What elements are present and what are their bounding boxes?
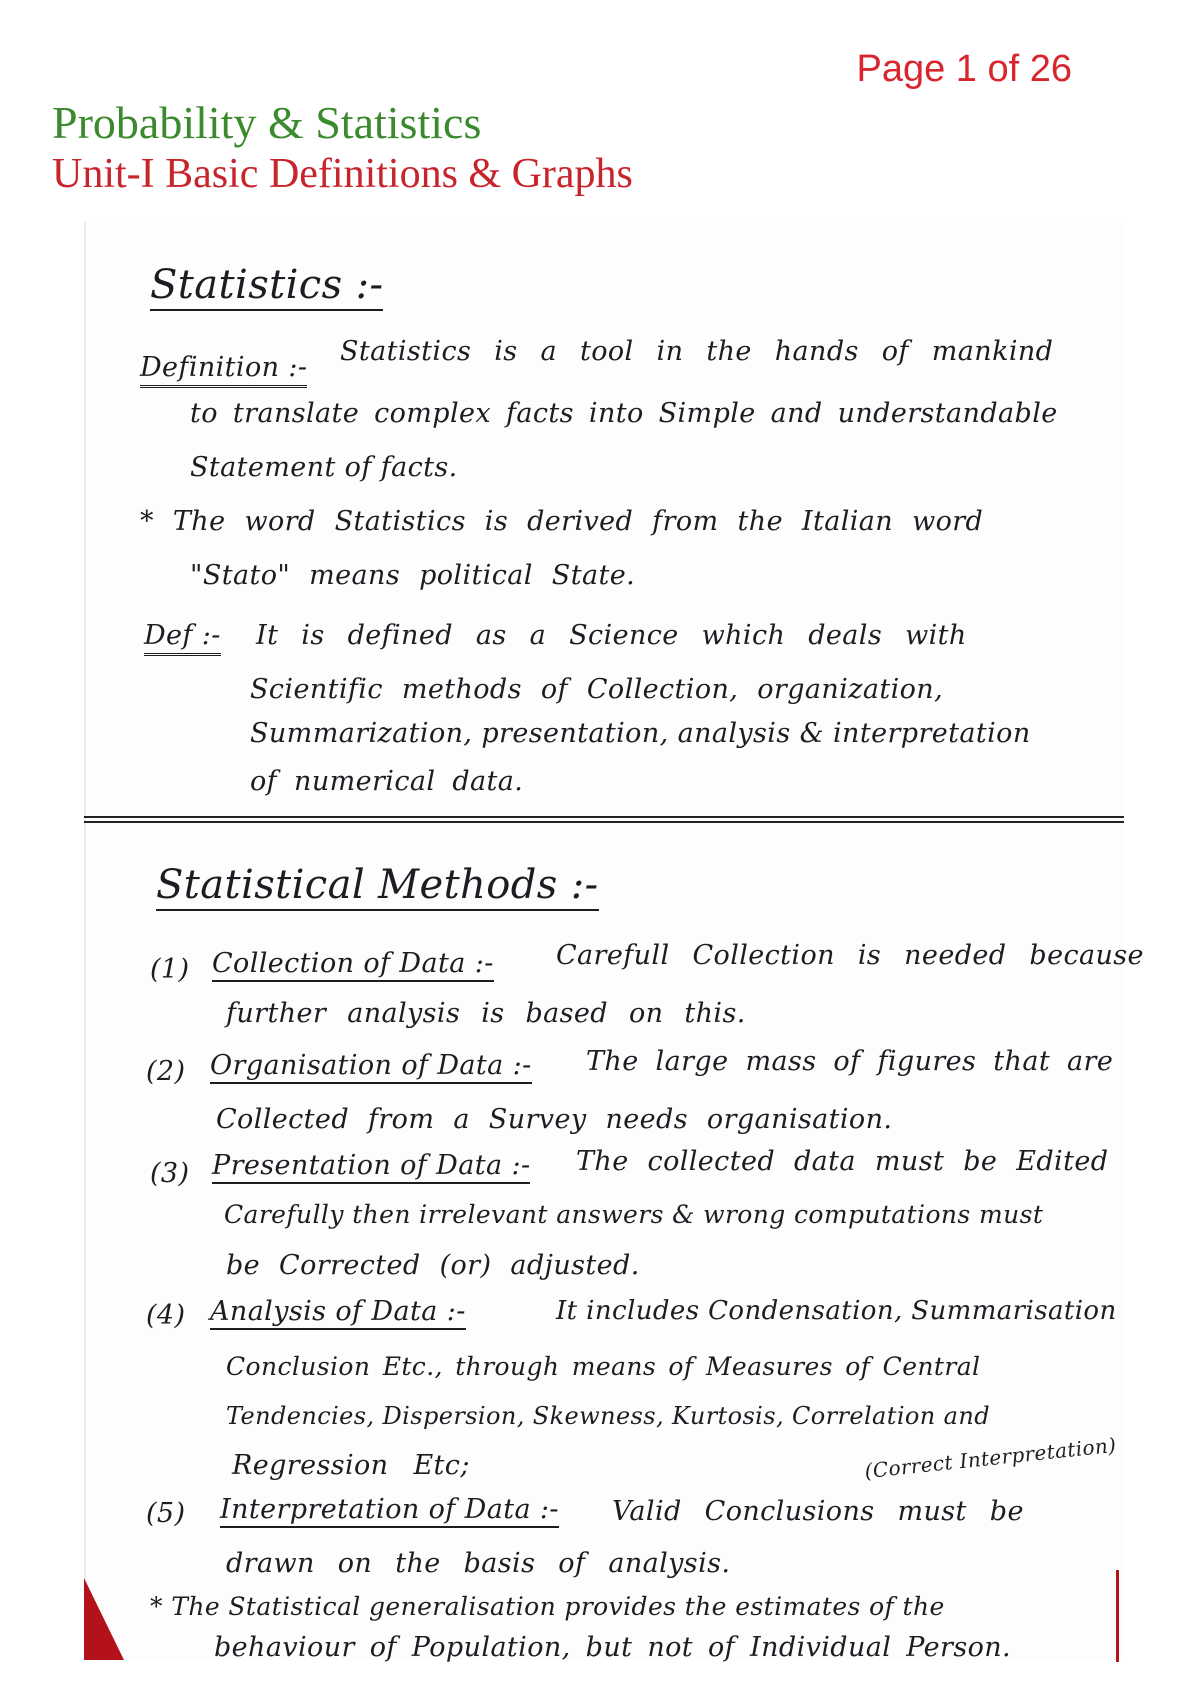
method-1-line-2: further analysis is based on this. bbox=[226, 998, 746, 1029]
methods-heading: Statistical Methods :- bbox=[156, 862, 599, 911]
method-3-line-2: Carefully then irrelevant answers & wrong computations must bbox=[224, 1200, 1044, 1229]
method-4-line-3: Tendencies, Dispersion, Skewness, Kurtosis, Correlation and bbox=[226, 1402, 990, 1430]
unit-title: Unit-I Basic Definitions & Graphs bbox=[52, 151, 633, 197]
method-number-5: (5) bbox=[146, 1498, 186, 1529]
definition-line-1: Statistics is a tool in the hands of mankind bbox=[340, 336, 1054, 367]
def-line-3: Summarization, presentation, analysis & interpretation bbox=[250, 718, 1031, 749]
course-title: Probability & Statistics bbox=[52, 97, 482, 148]
method-number-1: (1) bbox=[150, 954, 190, 985]
red-corner-mark bbox=[84, 1578, 124, 1660]
method-label-4: Analysis of Data :- bbox=[210, 1296, 466, 1330]
def-line-4: of numerical data. bbox=[250, 766, 524, 797]
word-origin-note-1: * The word Statistics is derived from the Italian word bbox=[140, 506, 984, 537]
method-4-line-2: Conclusion Etc., through means of Measures of Central bbox=[226, 1352, 981, 1381]
method-4-line-4: Regression Etc; bbox=[232, 1450, 470, 1481]
red-margin-line bbox=[1116, 1570, 1119, 1662]
method-label-2: Organisation of Data :- bbox=[210, 1050, 532, 1084]
method-2-line-2: Collected from a Survey needs organisation. bbox=[216, 1104, 893, 1135]
def-line-2: Scientific methods of Collection, organization, bbox=[250, 674, 944, 705]
method-number-4: (4) bbox=[146, 1300, 186, 1331]
definition-line-2: to translate complex facts into Simple and understandable bbox=[190, 398, 1058, 429]
page-indicator: Page 1 of 26 bbox=[856, 48, 1072, 90]
method-4-line-1: It includes Condensation, Summarisation bbox=[556, 1296, 1117, 1326]
definition-line-3: Statement of facts. bbox=[190, 452, 458, 483]
method-label-5: Interpretation of Data :- bbox=[220, 1494, 559, 1528]
method-3-line-3: be Corrected (or) adjusted. bbox=[226, 1250, 640, 1281]
def-label: Def :- bbox=[144, 620, 221, 656]
statistics-heading: Statistics :- bbox=[150, 262, 383, 311]
method-2-line-1: The large mass of figures that are bbox=[586, 1046, 1114, 1077]
method-number-3: (3) bbox=[150, 1158, 190, 1189]
generalisation-note-2: behaviour of Population, but not of Individual Person. bbox=[214, 1632, 1012, 1663]
definition-label: Definition :- bbox=[140, 352, 307, 388]
method-5-line-1: Valid Conclusions must be bbox=[612, 1496, 1024, 1527]
method-1-line-1: Carefull Collection is needed because bbox=[556, 940, 1144, 971]
method-5-annotation: (Correct Interpretation) bbox=[863, 1432, 1118, 1484]
method-3-line-1: The collected data must be Edited bbox=[576, 1146, 1109, 1177]
section-divider bbox=[84, 816, 1124, 823]
method-label-1: Collection of Data :- bbox=[212, 948, 494, 982]
word-origin-note-2: "Stato" means political State. bbox=[190, 560, 636, 591]
method-label-3: Presentation of Data :- bbox=[212, 1150, 530, 1184]
method-5-line-2: drawn on the basis of analysis. bbox=[226, 1548, 731, 1579]
scan-edge bbox=[84, 222, 86, 1660]
method-number-2: (2) bbox=[146, 1056, 186, 1087]
generalisation-note-1: * The Statistical generalisation provides the estimates of the bbox=[150, 1592, 945, 1621]
def-line-1: It is defined as a Science which deals with bbox=[256, 620, 967, 651]
